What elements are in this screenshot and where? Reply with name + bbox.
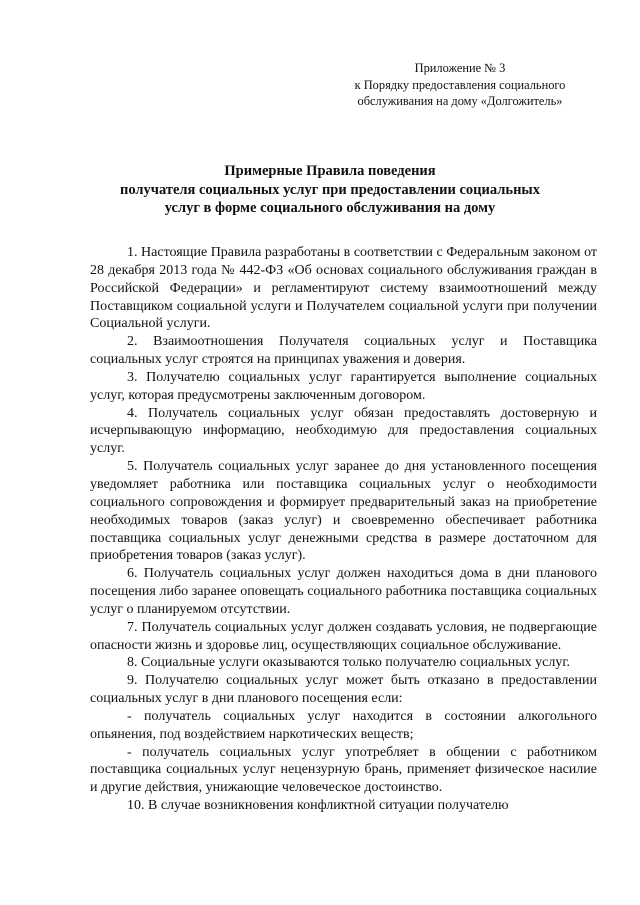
title-line-3: услуг в форме социального обслуживания на дому bbox=[164, 200, 496, 216]
appendix-header bbox=[330, 60, 590, 110]
document-title bbox=[80, 162, 580, 218]
paragraph-5: 5. Получатель социальных услуг заранее до дня установленного посещения уведомляет работника или поставщика социальных услуг о необходимости социального сопровождения и формирует предварительный заказ на приобретение необходимых товаров (заказ услуг) и своевременно обеспечивает работника поставщика социальных услуг денежными средства в размере достаточном для приобретения товаров (заказ услуг). bbox=[90, 459, 597, 564]
paragraph-2: 2. Взаимоотношения Получателя социальных услуг и Поставщика социальных услуг строятся на принципах уважения и доверия. bbox=[90, 334, 597, 368]
paragraph-3: 3. Получателю социальных услуг гарантируется выполнение социальных услуг, которая предусмотрены заключенным договором. bbox=[90, 369, 597, 403]
title-line-2: получателя социальных услуг при предоставлении социальных bbox=[119, 181, 540, 198]
paragraph-9: 9. Получателю социальных услуг может быть отказано в предоставлении социальных услуг в дни планового посещения если: bbox=[90, 673, 597, 707]
paragraph-9-item-1: - получатель социальных услуг находится в состоянии алкогольного опьянения, под воздействием наркотических веществ; bbox=[90, 708, 597, 742]
paragraph-8: 8. Социальные услуги оказываются только получателю социальных услуг. bbox=[127, 655, 571, 671]
appendix-line-2: к Порядку предоставления социального bbox=[354, 77, 566, 92]
appendix-number: Приложение № 3 bbox=[414, 61, 506, 75]
paragraph-1: 1. Настоящие Правила разработаны в соответствии с Федеральным законом от 28 декабря 2013 года № 442-ФЗ «Об основах социального обслуживания граждан в Российской Федерации» и регламентируют систему взаимоотношений между Поставщиком социальной услуги и Получателем социальной услуги при получении Социальной услуги. bbox=[90, 245, 597, 332]
paragraph-9-item-2: - получатель социальных услуг употребляет в общении с работником поставщика социальных услуг нецензурную брань, применяет физическое насилие и другие действия, унижающие человеческое достоинство. bbox=[90, 744, 597, 796]
title-line-1: Примерные Правила поведения bbox=[224, 163, 436, 179]
paragraph-6: 6. Получатель социальных услуг должен находиться дома в дни планового посещения либо заранее оповещать социального работника поставщика социальных услуг о планируемом отсутствии. bbox=[90, 566, 597, 617]
paragraph-7: 7. Получатель социальных услуг должен создавать условия, не подвергающие опасности жизнь и здоровье лиц, осуществляющих социальное обслуживание. bbox=[90, 619, 597, 653]
paragraph-4: 4. Получатель социальных услуг обязан предоставлять достоверную и исчерпывающую информацию, необходимую для предоставления социальных услуг. bbox=[90, 405, 597, 457]
rules-body bbox=[90, 244, 597, 815]
paragraph-10: 10. В случае возникновения конфликтной ситуации получателю bbox=[127, 798, 509, 814]
appendix-line-3: обслуживания на дому «Долгожитель» bbox=[357, 94, 563, 108]
